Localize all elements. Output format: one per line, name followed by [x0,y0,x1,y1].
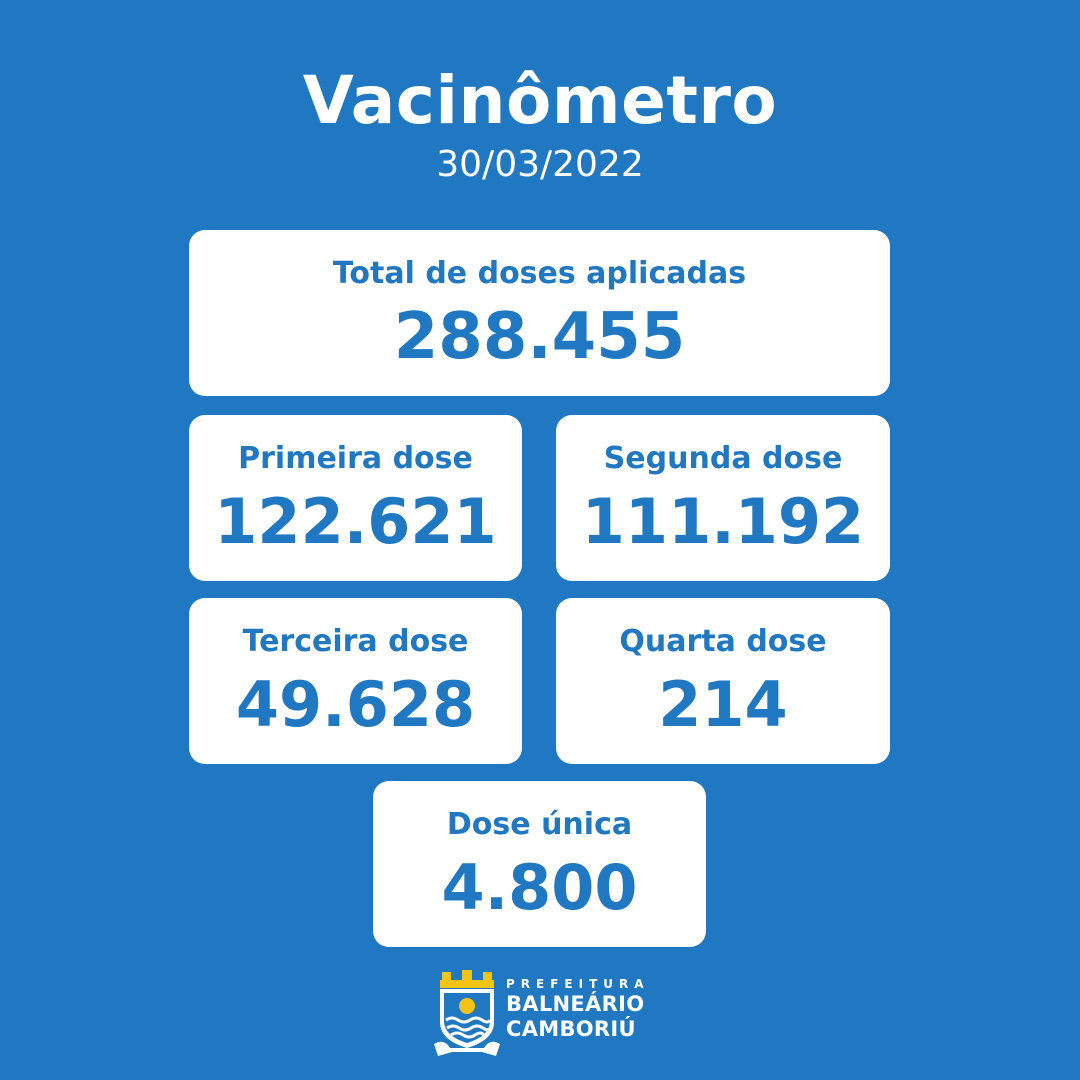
page-title: Vacinômetro [302,62,778,139]
page-date: 30/03/2022 [436,144,644,185]
coat-of-arms-icon [434,968,500,1058]
logo-city-line2: CAMBORIÚ [506,1017,636,1041]
card-unica-value: 4.800 [441,851,638,924]
card-quarta-value: 214 [658,668,788,741]
card-quarta-label: Quarta dose [619,624,827,659]
card-terceira-value: 49.628 [235,668,476,741]
logo-text [506,976,650,1042]
card-quarta-dose [556,598,890,764]
card-segunda-value: 111.192 [581,485,865,558]
card-segunda-label: Segunda dose [603,441,843,476]
card-terceira-label: Terceira dose [242,624,469,659]
card-total-value: 288.455 [393,300,686,374]
logo-city-line1: BALNEÁRIO [506,992,645,1016]
card-primeira-label: Primeira dose [238,441,473,476]
card-segunda-dose [556,415,890,581]
card-primeira-value: 122.621 [214,485,497,558]
card-total-label: Total de doses aplicadas [332,256,747,291]
card-primeira-dose [189,415,522,581]
card-total-doses [189,230,890,396]
card-unica-label: Dose única [446,807,633,842]
logo-prefeitura: PREFEITURA [506,977,650,991]
prefeitura-logo [434,968,658,1058]
card-dose-unica [373,781,706,947]
card-terceira-dose [189,598,522,764]
